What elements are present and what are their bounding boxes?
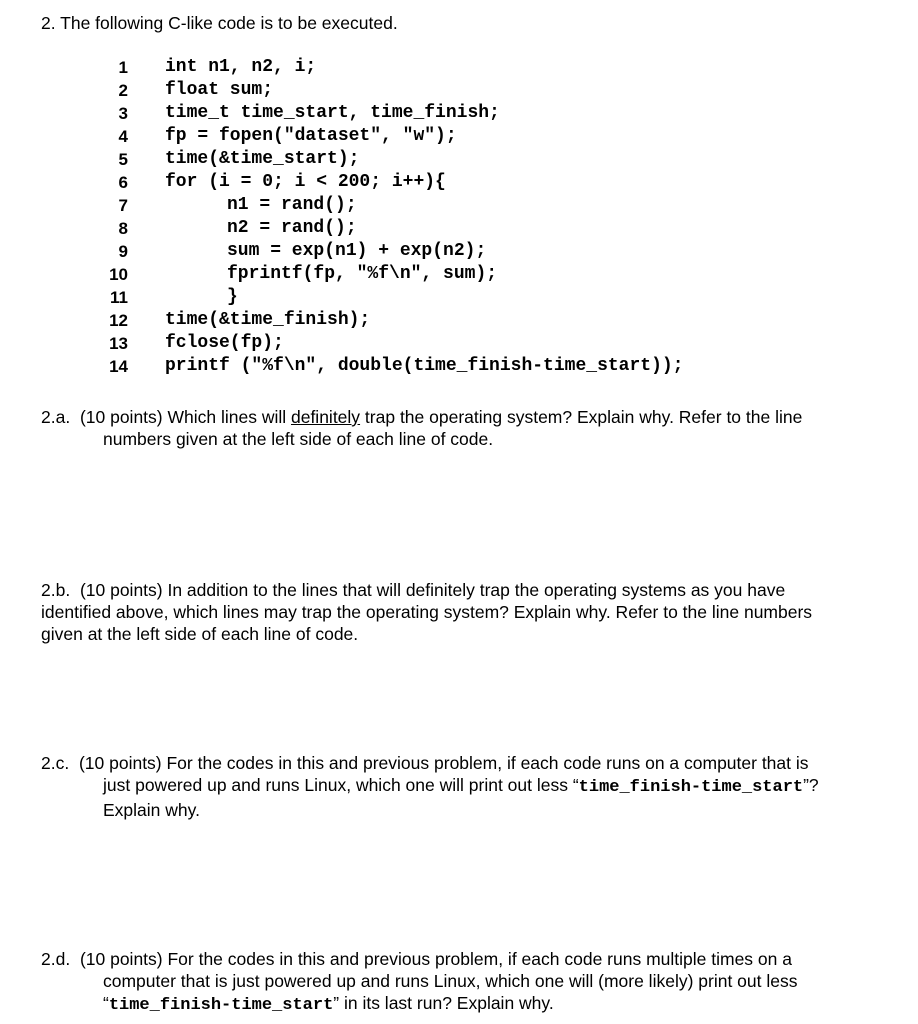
question-text: trap the operating system? Explain why. Refer to the line [360, 407, 803, 427]
line-number: 3 [118, 104, 128, 123]
question-2d-line2: computer that is just powered up and runs Linux, which one will (more likely) print out less [103, 971, 798, 991]
line-number: 9 [118, 242, 128, 261]
question-2b-line1 [41, 579, 881, 601]
code-text: time_t time_start, time_finish; [165, 103, 500, 123]
line-number: 5 [118, 150, 128, 169]
question-text: ”? [803, 775, 819, 795]
code-line [0, 309, 918, 332]
question-2b [41, 579, 881, 645]
question-2a-line1 [41, 406, 881, 428]
code-line [0, 355, 918, 378]
code-line [0, 217, 918, 240]
line-number: 13 [109, 334, 128, 353]
question-2d-line3 [41, 992, 881, 1017]
question-2c [41, 752, 881, 821]
question-label: 2.a. [41, 407, 71, 427]
code-text: } [227, 287, 238, 307]
question-2a [41, 406, 881, 450]
code-text: n1 = rand(); [227, 195, 357, 215]
code-text: time(&time_finish); [165, 310, 371, 330]
code-text: sum = exp(n1) + exp(n2); [227, 241, 487, 261]
line-number: 4 [118, 127, 128, 146]
code-line [0, 171, 918, 194]
code-text: time(&time_start); [165, 149, 360, 169]
code-line [0, 286, 918, 309]
question-text: (10 points) For the codes in this and previous problem, if each code runs multiple times on a [79, 949, 792, 969]
line-number: 12 [109, 311, 128, 330]
question-2c-line3: Explain why. [103, 800, 200, 820]
inline-code: time_finish-time_start [108, 996, 334, 1015]
inline-code: time_finish-time_start [578, 778, 804, 797]
line-number: 10 [109, 265, 128, 284]
line-number: 11 [110, 288, 128, 307]
problem-heading: 2. The following C-like code is to be executed. [41, 13, 398, 33]
question-label: 2.d. [41, 949, 71, 969]
line-number: 1 [118, 58, 128, 77]
line-number: 8 [118, 219, 128, 238]
question-text: just powered up and runs Linux, which one will print out less “ [103, 775, 579, 795]
code-text: for (i = 0; i < 200; i++){ [165, 172, 446, 192]
code-text: fprintf(fp, "%f\n", sum); [227, 264, 498, 284]
code-line [0, 79, 918, 102]
question-label: 2.b. [41, 580, 71, 600]
code-line [0, 125, 918, 148]
question-2d [41, 948, 881, 1017]
line-number: 2 [118, 81, 128, 100]
question-text: (10 points) For the codes in this and previous problem, if each code runs on a computer that is [78, 753, 809, 773]
code-line [0, 148, 918, 171]
question-label: 2.c. [41, 753, 70, 773]
code-line [0, 240, 918, 263]
line-number: 7 [118, 196, 128, 215]
question-2d-line1 [41, 948, 881, 970]
question-2a-line2: numbers given at the left side of each line of code. [103, 429, 494, 449]
question-2b-line3: given at the left side of each line of code. [41, 624, 359, 644]
code-text: fp = fopen("dataset", "w"); [165, 126, 457, 146]
question-text: “ [103, 993, 109, 1013]
code-text: int n1, n2, i; [165, 57, 317, 77]
code-line [0, 56, 918, 79]
code-line [0, 194, 918, 217]
code-text: printf ("%f\n", double(time_finish-time_start)); [165, 356, 684, 376]
underlined-word: definitely [290, 407, 361, 427]
question-2c-line1 [41, 752, 881, 774]
question-2b-line2: identified above, which lines may trap the operating system? Explain why. Refer to the line numbers [41, 602, 813, 622]
question-2c-line2 [41, 774, 881, 799]
code-line [0, 332, 918, 355]
question-text: (10 points) In addition to the lines that will definitely trap the operating systems as you have [79, 580, 786, 600]
line-number: 6 [118, 173, 128, 192]
question-text: (10 points) Which lines will [79, 407, 291, 427]
question-text: ” in its last run? Explain why. [333, 993, 554, 1013]
code-text: float sum; [165, 80, 274, 100]
code-line [0, 263, 918, 286]
code-text: n2 = rand(); [227, 218, 357, 238]
code-line [0, 102, 918, 125]
line-number: 14 [109, 357, 128, 376]
code-text: fclose(fp); [165, 333, 284, 353]
